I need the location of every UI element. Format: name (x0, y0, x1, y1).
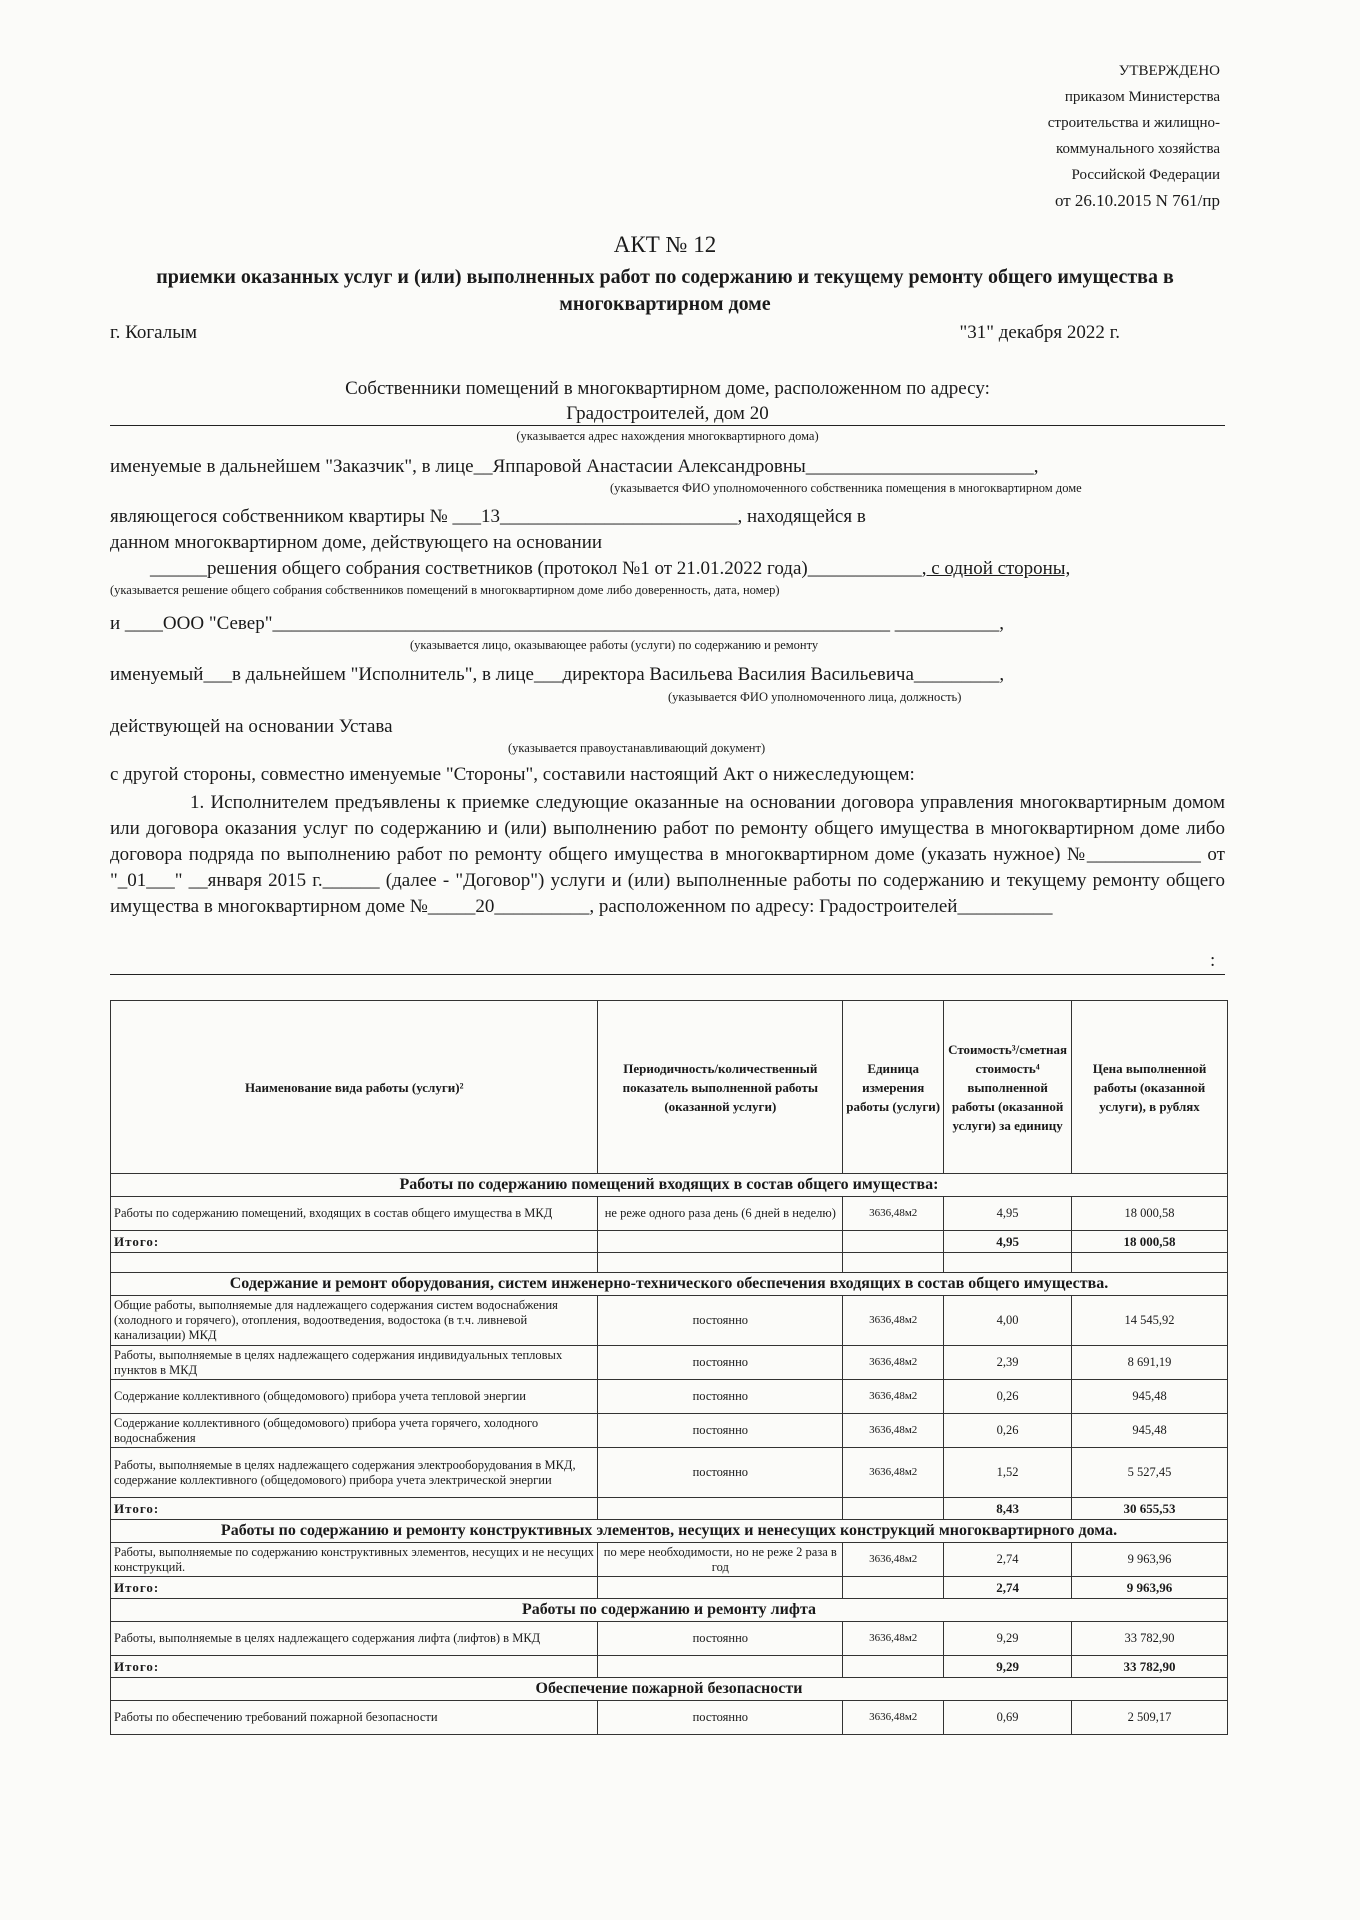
approval-stamp (1048, 58, 1220, 214)
hint-executor: (указывается ФИО уполномоченного лица, должность) (668, 690, 962, 704)
total-empty (843, 1498, 944, 1520)
work-period: по мере необходимости, но не реже 2 раза в год (598, 1543, 843, 1577)
total-label: Итого: (111, 1231, 598, 1253)
work-period: постоянно (598, 1414, 843, 1448)
section-row (111, 1520, 1228, 1543)
work-price: 5 527,45 (1072, 1448, 1228, 1498)
section-title: Работы по содержанию помещений входящих в состав общего имущества: (111, 1174, 1228, 1197)
act-date: "31" декабря 2022 г. (959, 322, 1120, 343)
executor-line: именуемый___в дальнейшем "Исполнитель", в лице___директора Васильева Василия Васильевича_________, (110, 664, 1005, 685)
customer-name: Яппаровой Анастасии Александровны (492, 456, 806, 477)
hint-decision: (указывается решение общего собрания собственников помещений в многоквартирном доме либо доверенность, дата, номер) (110, 583, 780, 597)
table-row (111, 1622, 1228, 1656)
contractor-name: ООО "Север" (162, 613, 273, 634)
address-underline (110, 425, 1225, 426)
executor-prefix: именуемый (110, 664, 204, 685)
total-label: Итого: (111, 1577, 598, 1599)
contractor-line: и ____ООО "Север"_________________________________________________________________ ___________, (110, 613, 1004, 634)
apartment-number: 13 (480, 506, 500, 527)
total-label: Итого: (111, 1498, 598, 1520)
section-row (111, 1273, 1228, 1296)
other-side-line: с другой стороны, совместно именуемые "Стороны", составили настоящий Акт о нижеследующем: (110, 764, 915, 785)
total-row (111, 1577, 1228, 1599)
section-row (111, 1678, 1228, 1701)
section-title: Обеспечение пожарной безопасности (111, 1678, 1228, 1701)
basis-line: данном многоквартирном доме, действующего на основании (110, 532, 603, 553)
work-name: Содержание коллективного (общедомового) прибора учета тепловой энергии (111, 1380, 598, 1414)
work-unit: 3636,48м2 (843, 1543, 944, 1577)
work-cost: 2,74 (944, 1543, 1072, 1577)
work-name: Содержание коллективного (общедомового) прибора учета горячего, холодного водоснабжения (111, 1414, 598, 1448)
act-subtitle: приемки оказанных услуг и (или) выполненных работ по содержанию и текущему ремонту общего имущества в многоквартирном доме (156, 266, 1174, 315)
total-cost: 9,29 (944, 1656, 1072, 1678)
one-side: , с одной стороны, (921, 558, 1071, 579)
approval-line: от 26.10.2015 N 761/пр (1054, 191, 1220, 210)
total-price: 33 782,90 (1072, 1656, 1228, 1678)
work-unit: 3636,48м2 (843, 1448, 944, 1498)
total-price: 30 655,53 (1072, 1498, 1228, 1520)
work-price: 945,48 (1072, 1380, 1228, 1414)
work-cost: 0,69 (944, 1701, 1072, 1735)
work-unit: 3636,48м2 (843, 1346, 944, 1380)
hint-customer: (указывается ФИО уполномоченного собственника помещения в многоквартирном доме (610, 481, 1082, 495)
decision-line: ______решения общего собрания состветников (протокол №1 от 21.01.2022 года)____________, с одной стороны, (150, 558, 1071, 579)
section-row (111, 1174, 1228, 1197)
work-price: 8 691,19 (1072, 1346, 1228, 1380)
table-row (111, 1380, 1228, 1414)
work-period: постоянно (598, 1448, 843, 1498)
work-name: Общие работы, выполняемые для надлежащего содержания систем водоснабжения (холодного и горячего), отопления, водоотведения, водостока (в т.ч. ливневой канализации) МКД (111, 1296, 598, 1346)
customer-line: именуемые в дальнейшем "Заказчик", в лице__Яппаровой Анастасии Александровны________________________, (110, 456, 1039, 477)
work-name: Работы по содержанию помещений, входящих в состав общего имущества в МКД (111, 1197, 598, 1231)
owners-line: Собственники помещений в многоквартирном доме, расположенном по адресу: (345, 378, 990, 399)
customer-prefix: именуемые в дальнейшем "Заказчик", в лице (110, 456, 474, 477)
total-cost: 4,95 (944, 1231, 1072, 1253)
total-empty (843, 1577, 944, 1599)
paragraph-1: 1. Исполнителем предъявлены к приемке следующие оказанные на основании договора управления многоквартирным домом или договора оказания услуг по содержанию и (или) выполнению работ по ремонту общего имущества в многоквартирном доме либо договора подряда по выполнению работ по ремонту общего имущества в многоквартирном доме (указать нужное) №____________ от "_01___" __января 2015 г.______ (далее - "Договор") услуги и (или) выполненные работы по содержанию и текущему ремонту общего имущества в многоквартирном доме №_____20__________, расположенном по адресу: Градостроителей__________ (110, 792, 1225, 917)
owner-prefix: являющегося собственником квартиры № (110, 506, 448, 527)
work-cost: 1,52 (944, 1448, 1072, 1498)
work-name: Работы, выполняемые в целях надлежащего содержания индивидуальных тепловых пунктов в МКД (111, 1346, 598, 1380)
spacer-row (111, 1253, 1228, 1273)
work-unit: 3636,48м2 (843, 1701, 944, 1735)
work-price: 9 963,96 (1072, 1543, 1228, 1577)
table-row (111, 1414, 1228, 1448)
empty-cell (111, 1253, 598, 1273)
owner-suffix: , находящейся в (737, 506, 866, 527)
work-price: 18 000,58 (1072, 1197, 1228, 1231)
total-row (111, 1498, 1228, 1520)
total-cost: 2,74 (944, 1577, 1072, 1599)
approval-line: Российской Федерации (1071, 167, 1220, 183)
table-row (111, 1197, 1228, 1231)
total-empty (598, 1498, 843, 1520)
act-title: АКТ № 12 (613, 232, 717, 257)
work-period: постоянно (598, 1346, 843, 1380)
work-name: Работы, выполняемые в целях надлежащего содержания лифта (лифтов) в МКД (111, 1622, 598, 1656)
work-cost: 0,26 (944, 1380, 1072, 1414)
empty-cell (944, 1253, 1072, 1273)
work-unit: 3636,48м2 (843, 1414, 944, 1448)
total-row (111, 1231, 1228, 1253)
section-title: Работы по содержанию и ремонту лифта (111, 1599, 1228, 1622)
empty-cell (598, 1253, 843, 1273)
work-cost: 2,39 (944, 1346, 1072, 1380)
table-row (111, 1701, 1228, 1735)
work-unit: 3636,48м2 (843, 1380, 944, 1414)
city-date-line (110, 322, 1120, 344)
total-price: 9 963,96 (1072, 1577, 1228, 1599)
total-empty (843, 1656, 944, 1678)
total-empty (598, 1577, 843, 1599)
total-empty (843, 1231, 944, 1253)
act-title-block (110, 232, 1220, 318)
work-unit: 3636,48м2 (843, 1622, 944, 1656)
table-body (111, 1174, 1228, 1735)
work-price: 945,48 (1072, 1414, 1228, 1448)
approval-line: приказом Министерства (1064, 89, 1220, 105)
total-empty (598, 1231, 843, 1253)
work-unit: 3636,48м2 (843, 1197, 944, 1231)
approval-line: строительства и жилищно- (1047, 115, 1220, 131)
approval-line: УТВЕРЖДЕНО (1118, 63, 1220, 79)
empty-cell (1072, 1253, 1228, 1273)
header-period: Периодичность/количественный показатель выполненной работы (оказанной услуги) (598, 1001, 843, 1174)
table-row (111, 1346, 1228, 1380)
table-row (111, 1296, 1228, 1346)
address-rule (110, 974, 1225, 975)
total-price: 18 000,58 (1072, 1231, 1228, 1253)
work-name: Работы, выполняемые в целях надлежащего содержания электрооборудования в МКД, содержание коллективного (общедомового) прибора учета электрической энергии (111, 1448, 598, 1498)
header-name: Наименование вида работы (услуги)² (111, 1001, 598, 1174)
work-price: 2 509,17 (1072, 1701, 1228, 1735)
total-empty (598, 1656, 843, 1678)
empty-cell (843, 1253, 944, 1273)
address: Градостроителей, дом 20 (566, 403, 769, 424)
owner-line: являющегося собственником квартиры № ___13_________________________, находящейся в (110, 506, 866, 527)
hint-contractor: (указывается лицо, оказывающее работы (услуги) по содержанию и ремонту (410, 638, 819, 652)
executor-name: директора Васильева Василия Васильевича (562, 664, 914, 685)
work-period: постоянно (598, 1380, 843, 1414)
decision: решения общего собрания состветников (протокол №1 от 21.01.2022 года) (207, 558, 808, 579)
header-unit: Единица измерения работы (услуги) (843, 1001, 944, 1174)
section-row (111, 1599, 1228, 1622)
section-title: Содержание и ремонт оборудования, систем инженерно-технического обеспечения входящих в состав общего имущества. (111, 1273, 1228, 1296)
work-name: Работы, выполняемые по содержанию конструктивных элементов, несущих и не несущих конструкций. (111, 1543, 598, 1577)
work-price: 33 782,90 (1072, 1622, 1228, 1656)
hint-address: (указывается адрес нахождения многоквартирного дома) (516, 429, 819, 443)
and-label: и (110, 613, 121, 634)
table-header-row (111, 1001, 1228, 1174)
header-cost: Стоимость³/сметная стоимость⁴ выполненной работы (оказанной услуги) за единицу (944, 1001, 1072, 1174)
work-price: 14 545,92 (1072, 1296, 1228, 1346)
city: г. Когалым (110, 322, 198, 343)
total-row (111, 1656, 1228, 1678)
work-cost: 0,26 (944, 1414, 1072, 1448)
work-cost: 4,00 (944, 1296, 1072, 1346)
header-price: Цена выполненной работы (оказанной услуги), в рублях (1072, 1001, 1228, 1174)
total-label: Итого: (111, 1656, 598, 1678)
work-period: постоянно (598, 1296, 843, 1346)
charter-line: действующей на основании Устава (110, 716, 393, 737)
work-period: не реже одного раза день (6 дней в неделю) (598, 1197, 843, 1231)
executor-mid: в дальнейшем "Исполнитель", в лице (231, 664, 534, 685)
work-name: Работы по обеспечению требований пожарной безопасности (111, 1701, 598, 1735)
works-table (110, 1000, 1228, 1735)
hint-charter: (указывается правоустанавливающий документ) (508, 741, 766, 755)
work-period: постоянно (598, 1701, 843, 1735)
table-row (111, 1448, 1228, 1498)
total-cost: 8,43 (944, 1498, 1072, 1520)
table-row (111, 1543, 1228, 1577)
colon: : (1210, 950, 1216, 971)
work-cost: 9,29 (944, 1622, 1072, 1656)
work-unit: 3636,48м2 (843, 1296, 944, 1346)
approval-line: коммунального хозяйства (1056, 141, 1220, 157)
section-title: Работы по содержанию и ремонту конструктивных элементов, несущих и ненесущих конструкций многоквартирного дома. (111, 1520, 1228, 1543)
work-cost: 4,95 (944, 1197, 1072, 1231)
work-period: постоянно (598, 1622, 843, 1656)
